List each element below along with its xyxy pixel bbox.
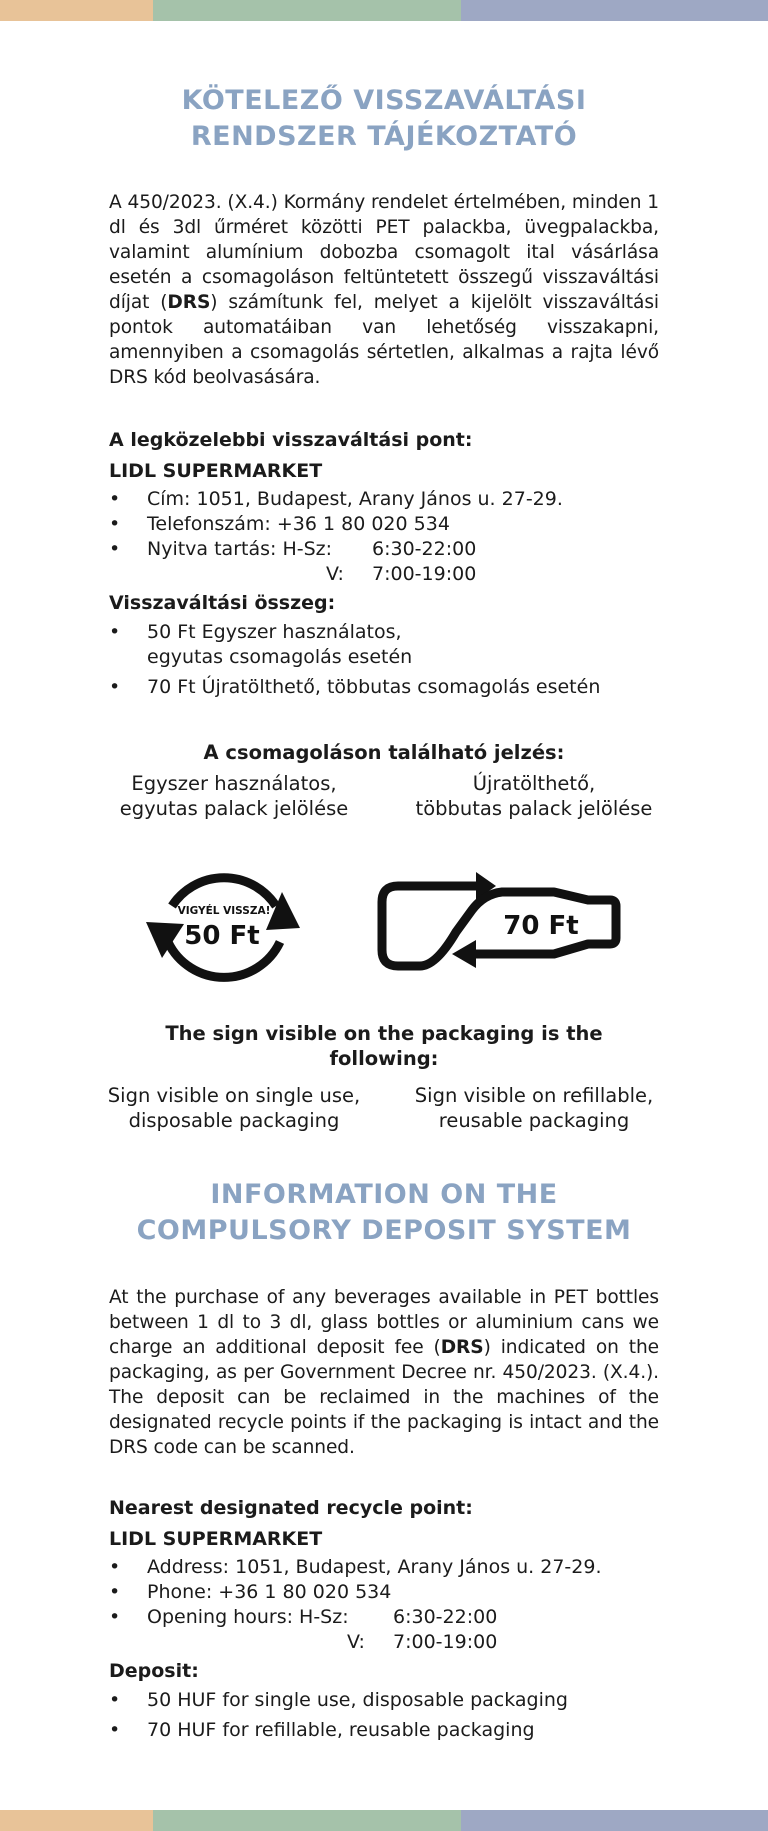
en-sign-captions (99, 1083, 669, 1133)
stripe-segment-orange (0, 1810, 153, 1831)
en-hours-sunday-label: V: (347, 1631, 365, 1653)
en-sign-refill-line2: reusable packaging (438, 1109, 630, 1132)
hu-sign-single-caption (99, 771, 369, 821)
en-location-block (109, 1496, 659, 1743)
en-intro-text-1: At the purchase of any beverages available in PET bottles between 1 dl to 3 dl, glass bottles or aluminium cans we charge an additional deposit fee ( (109, 1287, 659, 1358)
icon-refill-amount: 70 Ft (503, 911, 579, 941)
hu-sign-section (109, 740, 659, 821)
en-hours (109, 1605, 659, 1630)
hu-hours-weekday: 6:30-22:00 (372, 538, 477, 560)
en-store-name: LIDL SUPERMARKET (109, 1528, 323, 1550)
hu-sign-single-line1: Egyszer használatos, (131, 772, 337, 795)
icon-single-amount: 50 Ft (184, 921, 260, 951)
en-sign-single-line2: disposable packaging (128, 1109, 340, 1132)
stripe-segment-green (153, 0, 461, 21)
hu-location-block (109, 428, 659, 700)
icon-single-caption: VIGYÉL VISSZA! (177, 905, 271, 917)
stripe-segment-blue (461, 0, 768, 21)
hu-sign-captions (99, 771, 669, 821)
en-title (109, 1177, 659, 1249)
en-hours-sunday-row (109, 1630, 659, 1655)
en-deposit-single: • 50 HUF for single use, disposable packaging (109, 1688, 659, 1713)
hu-amount-single-line1: • 50 Ft Egyszer használatos, (147, 621, 402, 643)
hu-address: • Cím: 1051, Budapest, Arany János u. 27-29. (109, 487, 659, 512)
en-phone: • Phone: +36 1 80 020 534 (109, 1580, 659, 1605)
en-hours-label: • Opening hours: H-Sz: (147, 1606, 349, 1628)
en-sign-section (109, 1021, 659, 1133)
hu-phone: • Telefonszám: +36 1 80 020 534 (109, 512, 659, 537)
hu-hours (109, 537, 659, 562)
hu-hours-sunday-row (109, 562, 659, 587)
hu-amount-label: Visszaváltási összeg: (109, 592, 336, 614)
en-deposit-refill: • 70 HUF for refillable, reusable packaging (109, 1718, 659, 1743)
hu-nearest-label: A legközelebbi visszaváltási pont: (109, 429, 473, 451)
en-store-details (109, 1555, 659, 1630)
hu-sign-heading: A csomagoláson található jelzés: (203, 741, 565, 764)
stripe-segment-blue (461, 1810, 768, 1831)
hu-title-line1: KÖTELEZŐ VISSZAVÁLTÁSI (181, 85, 587, 116)
hu-store-name: LIDL SUPERMARKET (109, 460, 323, 482)
en-sign-heading: The sign visible on the packaging is the following: (165, 1022, 603, 1070)
en-sign-refill-line1: Sign visible on refillable, (414, 1084, 654, 1107)
hu-intro-paragraph (109, 190, 659, 390)
en-deposit-label: Deposit: (109, 1660, 199, 1682)
en-intro-text-2: ) indicated on the packaging, as per Government Decree nr. 450/2023. (X.4.). The deposit can be reclaimed in the machines of the designated recycle points if the packaging is intact and the DRS code can be scanned. (109, 1337, 659, 1458)
hu-title (109, 83, 659, 155)
hu-amount-single-line2: egyutas csomagolás esetén (147, 646, 413, 668)
hu-hours-sunday: 7:00-19:00 (372, 563, 477, 585)
recycle-arrows-icon (144, 858, 304, 994)
en-sign-single-line1: Sign visible on single use, (107, 1084, 361, 1107)
hu-amount-single (109, 620, 659, 670)
en-title-line2: COMPULSORY DEPOSIT SYSTEM (136, 1215, 632, 1246)
bottle-return-icon (376, 870, 624, 980)
hu-sign-refill-line1: Újratölthető, (472, 772, 596, 795)
en-hours-weekday: 6:30-22:00 (393, 1606, 498, 1628)
stripe-segment-orange (0, 0, 153, 21)
bottom-color-stripe (0, 1810, 768, 1831)
en-sign-single-caption (99, 1083, 369, 1133)
hu-hours-sunday-label: V: (326, 563, 344, 585)
hu-sign-refill-line2: többutas palack jelölése (415, 797, 653, 820)
en-hours-sunday: 7:00-19:00 (393, 1631, 498, 1653)
hu-amount-list (109, 620, 659, 700)
en-intro-drs: DRS (440, 1337, 484, 1358)
stripe-segment-green (153, 1810, 461, 1831)
hu-intro-drs: DRS (167, 292, 211, 313)
en-deposit-list (109, 1688, 659, 1743)
hu-store-details (109, 487, 659, 562)
en-title-line1: INFORMATION ON THE (210, 1179, 558, 1210)
hu-hours-label: • Nyitva tartás: H-Sz: (147, 538, 333, 560)
hu-sign-single-line2: egyutas palack jelölése (119, 797, 349, 820)
top-color-stripe (0, 0, 768, 21)
en-sign-refill-caption (399, 1083, 669, 1133)
hu-title-line2: RENDSZER TÁJÉKOZTATÓ (190, 121, 578, 152)
en-intro-paragraph (109, 1285, 659, 1460)
hu-amount-refill: • 70 Ft Újratölthető, többutas csomagolás esetén (109, 675, 659, 700)
hu-intro-text-2: ) számítunk fel, melyet a kijelölt visszaváltási pontok automatáiban van lehetőség visszakapni, amennyiben a csomagolás sértetlen, alkalmas a rajta lévő DRS kód beolvasására. (109, 292, 659, 388)
hu-intro-text-1: A 450/2023. (X.4.) Kormány rendelet értelmében, minden 1 dl és 3dl űrméret közötti PET palackba, üvegpalackba, valamint alumínium dobozba csomagolt ital vásárlása esetén a csomagoláson feltüntetett összegű visszaváltási díjat ( (109, 192, 659, 313)
en-address: • Address: 1051, Budapest, Arany János u. 27-29. (109, 1555, 659, 1580)
hu-sign-refill-caption (399, 771, 669, 821)
en-nearest-label: Nearest designated recycle point: (109, 1497, 473, 1519)
